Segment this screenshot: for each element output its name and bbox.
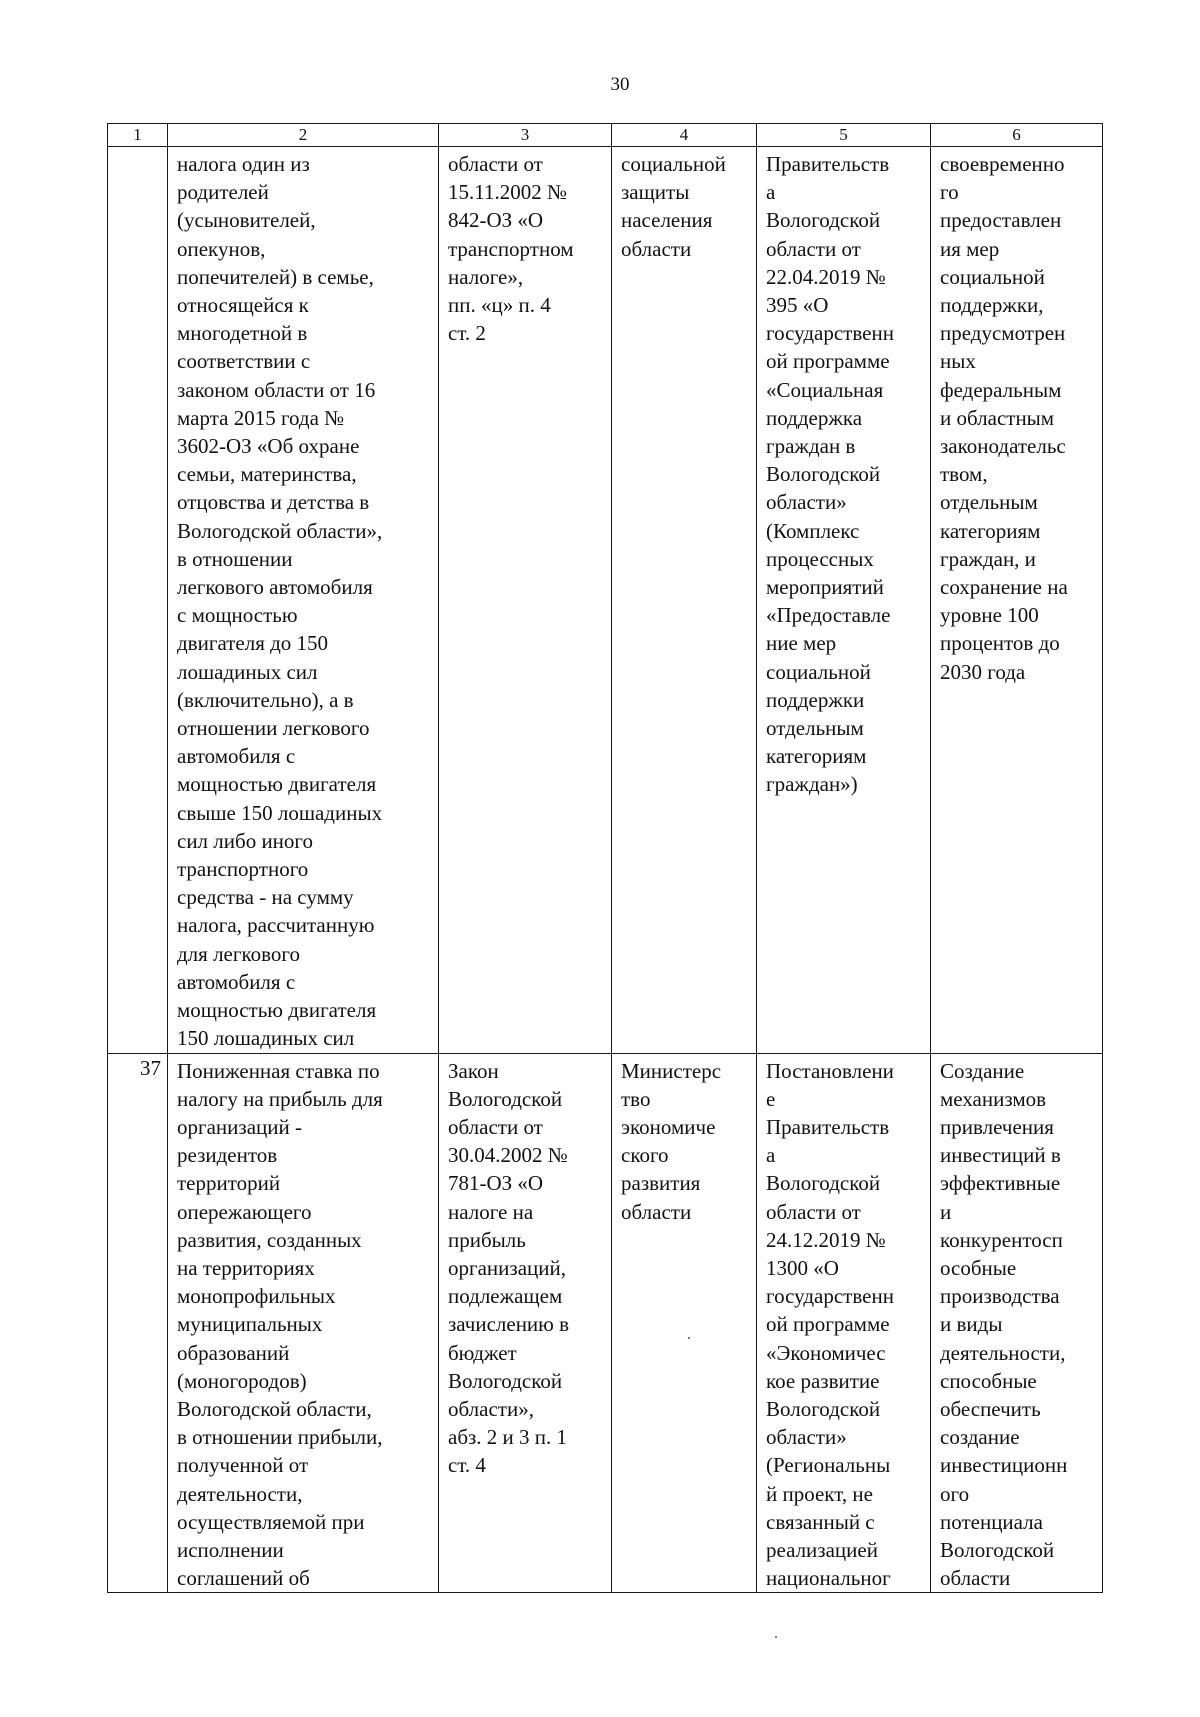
legal-basis-cell <box>439 1053 612 1593</box>
column-header: 1 <box>108 124 168 147</box>
column-header: 5 <box>757 124 931 147</box>
legal-basis: области от 15.11.2002 № 842-ОЗ «О транспортном налоге», пп. «ц» п. 4 ст. 2 <box>448 152 574 346</box>
program-cell <box>757 147 931 1054</box>
curator-cell <box>612 1053 757 1593</box>
column-header: 2 <box>168 124 439 147</box>
goal: своевременно го предоставлен ия мер социальной поддержки, предусмотрен ных федеральным и областным законодательс твом, отдельным категориям граждан, и сохранение на уровне 100 процентов до 2030 года <box>940 152 1068 684</box>
program: Правительств а Вологодской области от 22.04.2019 № 395 «О государственн ой программе «Социальная поддержка граждан в Вологодской области» (Комплекс процессных мероприятий «Предоставле ние мер социальной поддержки отдельным категориям граждан») <box>766 152 894 797</box>
benefit-description: налога один из родителей (усыновителей, опекунов, попечителей) в семье, относящейся к многодетной в соответствии с законом области от 16 марта 2015 года № 3602-ОЗ «Об охране семьи, материнства, отцовства и детства в Вологодской области», в отношении легкового автомобиля с мощностью двигателя до 150 лошадиных сил (включительно), а в отношении легкового автомобиля с мощностью двигателя свыше 150 лошадиных сил либо иного транспортного средства - на сумму налога, рассчитанную для легкового автомобиля с мощностью двигателя 150 лошадиных сил <box>177 152 383 1051</box>
benefit-description-cell <box>168 1053 439 1593</box>
goal-cell <box>931 147 1103 1054</box>
column-header: 4 <box>612 124 757 147</box>
table-row <box>108 147 1103 1054</box>
program-cell <box>757 1053 931 1593</box>
curator: социальной защиты населения области <box>621 152 726 261</box>
legal-basis-cell <box>439 147 612 1054</box>
curator: Министерс тво экономиче ского развития области <box>621 1058 722 1224</box>
goal-cell <box>931 1053 1103 1593</box>
row-number-cell <box>108 147 168 1054</box>
column-header: 3 <box>439 124 612 147</box>
row-number-cell <box>108 1053 168 1593</box>
scan-speck <box>688 1337 690 1339</box>
table-row <box>108 1053 1103 1593</box>
benefit-description: Пониженная ставка по налогу на прибыль для организаций - резидентов территорий опережающего развития, созданных на территориях монопрофильных муниципальных образований (моногородов) Вологодской области, в отношении прибыли, полученной от деятельности, осуществляемой при исполнении соглашений об <box>177 1058 383 1591</box>
goal: Создание механизмов привлечения инвестиций в эффективные и конкурентосп особные производства и виды деятельности, способные обеспечить создание инвестиционн ого потенциала Вологодской области <box>940 1058 1068 1591</box>
program: Постановлени е Правительств а Вологодской области от 24.12.2019 № 1300 «О государственн ой программе «Экономичес кое развитие Вологодской области» (Региональны й проект, не связанный с реализацией национальног <box>766 1058 894 1591</box>
benefits-table <box>107 123 1103 1593</box>
column-header: 6 <box>931 124 1103 147</box>
page-number: 30 <box>610 74 630 95</box>
legal-basis: Закон Вологодской области от 30.04.2002 № 781-ОЗ «О налоге на прибыль организаций, подлежащем зачислению в бюджет Вологодской области», абз. 2 и 3 п. 1 ст. 4 <box>448 1058 570 1478</box>
benefit-description-cell <box>168 147 439 1054</box>
scan-speck <box>775 1636 777 1638</box>
row-number: 37 <box>140 1055 161 1080</box>
curator-cell <box>612 147 757 1054</box>
table-header-row <box>108 124 1103 147</box>
